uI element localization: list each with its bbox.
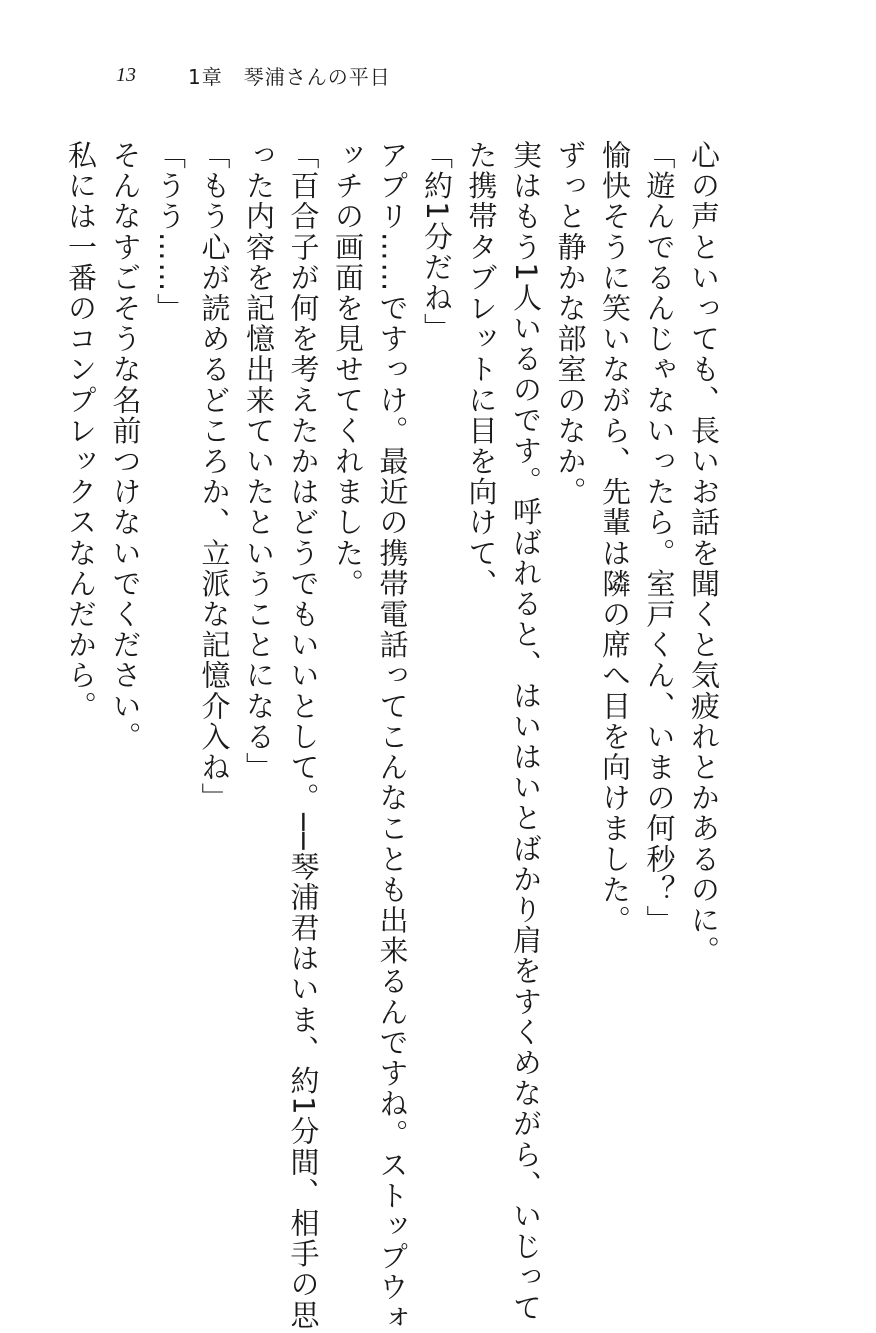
text-line: アプリ……ですっけ。最近の携帯電話ってこんなことも出来るんですね。ストップウォ [375,140,410,1333]
text-line: 実はもう1人いるのです。呼ばれると、はいはいとばかり肩をすくめながら、いじって [509,140,543,1323]
text-line: 私には一番のコンプレックスなんだから。 [64,140,98,722]
text-line: ずっと静かな部室のなか。 [553,140,588,508]
text-line: 心の声といっても、長いお話を聞くと気疲れとかあるのに。 [687,140,721,967]
text-line: そんなすごそうな名前つけないでください。 [108,140,143,752]
text-line: 「うう……」 [153,140,187,324]
body-text [59,140,727,1333]
text-line: 「もう心が読めるどころか、立派な記憶介入ね」 [197,140,232,814]
page-header [116,60,391,90]
text-line: ッチの画面を見せてくれました。 [331,140,365,599]
text-line: 愉快そうに笑いながら、先輩は隣の席へ目を向けました。 [598,140,632,936]
page-number: 13 [116,63,136,86]
text-line: 「約1分だね」 [420,140,454,344]
text-line: った内容を記憶出来ていたということになる」 [242,140,276,783]
text-line: た携帯タブレットに目を向けて、 [464,140,499,599]
chapter-title: 1章 琴浦さんの平日 [188,64,391,89]
text-line: 「遊んでるんじゃないったら。室戸くん、いまの何秒？」 [642,140,677,936]
text-line: 「百合子が何を考えたかはどうでもいいとして。──琴浦君はいま、約1分間、相手の思 [286,140,321,1331]
